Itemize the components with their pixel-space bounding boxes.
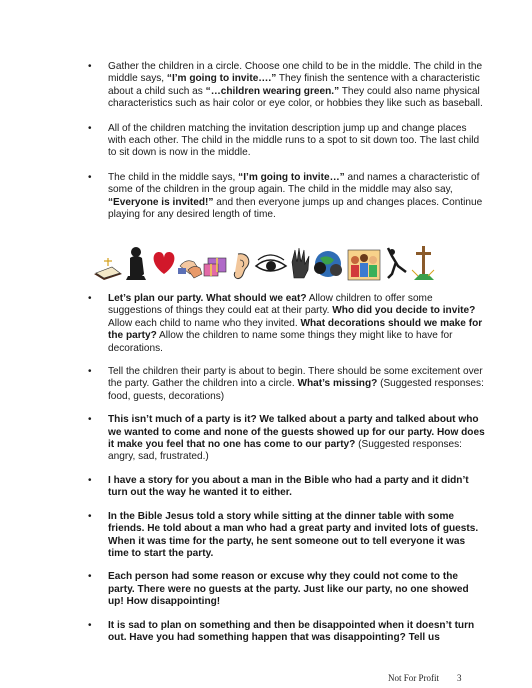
world-people-icon (314, 251, 342, 277)
list-item (86, 414, 486, 464)
list-item (86, 123, 486, 160)
bold-text: What’s missing? (297, 378, 378, 390)
bold-text: Let’s plan our party. What should we eat? (108, 293, 307, 304)
instruction-list-bottom (86, 293, 486, 655)
bullet-icon: • (88, 171, 92, 183)
footer-text: Not For Profit (388, 673, 440, 683)
bold-text: “I’m going to invite…” (238, 171, 345, 183)
bold-text: I have a story for you about a man in the Bible who had a party and it didn’t turn out the way he wanted it to either. (108, 474, 469, 499)
list-item (86, 61, 486, 111)
list-item (86, 511, 486, 561)
bold-text: What decorations should we make for the party? (108, 317, 483, 342)
body-text: The child in the middle says, (108, 171, 239, 183)
bullet-icon: • (88, 571, 92, 583)
bold-text: It is sad to plan on something and then be disappointed when it doesn’t turn out. Have you had something happen that was disappointing? Tell us (108, 619, 475, 643)
list-item (86, 475, 486, 500)
stretching-person-icon (388, 248, 406, 278)
body-text: Allow each child to name who they invited. (108, 317, 301, 329)
bullet-icon: • (88, 366, 92, 378)
bold-text: Each person had some reason or excuse why they could not come to the party. There were no guests at the party. Just like our party, no one showed up! How disappointing! (108, 571, 469, 608)
list-item (86, 293, 486, 355)
eye-icon (256, 255, 286, 271)
bold-text: “I’m going to invite….” (166, 73, 277, 85)
hands-icon (178, 261, 202, 278)
hand-icon (292, 248, 309, 278)
body-text: and then everyone jumps up and changes places. Continue playing for any desired length of time. (108, 196, 483, 221)
body-text: They finish the sentence with a characteristic about a child such as (108, 73, 480, 97)
cross-icon (412, 246, 434, 280)
bible-icon (94, 258, 122, 280)
instruction-list-top (86, 61, 486, 233)
body-text: (Suggested responses: food, guests, decorations) (108, 378, 484, 402)
bullet-icon: • (88, 122, 92, 134)
decorative-icon-strip (92, 240, 442, 285)
list-item (86, 366, 486, 403)
list-item (86, 620, 486, 645)
bold-text: “…children wearing green.” (205, 85, 340, 97)
body-text: and names a characteristic of some of the children in the group again. The child in the middle may also say, (108, 171, 480, 196)
body-text: All of the children matching the invitation description jump up and change places with each other. The child in the middle runs to a spot to sit down too. The last child to sit down is now in the middle. (108, 122, 480, 159)
children-group-icon (348, 250, 380, 280)
bullet-icon: • (88, 61, 92, 72)
bold-text: Who did you decide to invite? (332, 305, 476, 317)
body-text: Tell the children their party is about to begin. There should be some excitement over the party. Gather the children into a circle. (108, 366, 483, 390)
list-item (86, 172, 486, 222)
bold-text: This isn’t much of a party is it? We talked about a party and talked about who we wanted to come and none of the guests showed up for our party. How does it make you feel that no one has come to our party? (108, 414, 485, 451)
body-text: (Suggested responses: angry, sad, frustrated.) (108, 439, 462, 463)
list-item (86, 571, 486, 608)
heart-icon (154, 252, 175, 274)
body-text: Allow the children to name some things they might like to have for decorations. (108, 330, 453, 354)
page-footer (388, 673, 462, 683)
bold-text: “Everyone is invited!” (108, 196, 214, 208)
bullet-icon: • (88, 293, 92, 304)
ear-icon (234, 254, 248, 279)
bullet-icon: • (88, 414, 92, 426)
bullet-icon: • (88, 474, 92, 486)
bullet-icon: • (88, 619, 92, 631)
body-text: They could also name physical characteristics such as hair color or eye color, or hobbies they like such as baseball. (108, 85, 483, 110)
praying-person-icon (126, 247, 146, 280)
page-number: 3 (457, 673, 462, 683)
gift-icon (204, 258, 226, 276)
body-text: Allow children to offer some suggestions of things they could eat at their party. (108, 293, 433, 317)
bold-text: In the Bible Jesus told a story while sitting at the dinner table with some friends. He told about a man who had a great party and invited lots of guests. When it was time for the party, he sent someone out to tell everyone it was time to start the party. (108, 510, 479, 559)
bullet-icon: • (88, 510, 92, 522)
body-text: Gather the children in a circle. Choose one child to be in the middle. The child in the middle says, (108, 61, 483, 85)
